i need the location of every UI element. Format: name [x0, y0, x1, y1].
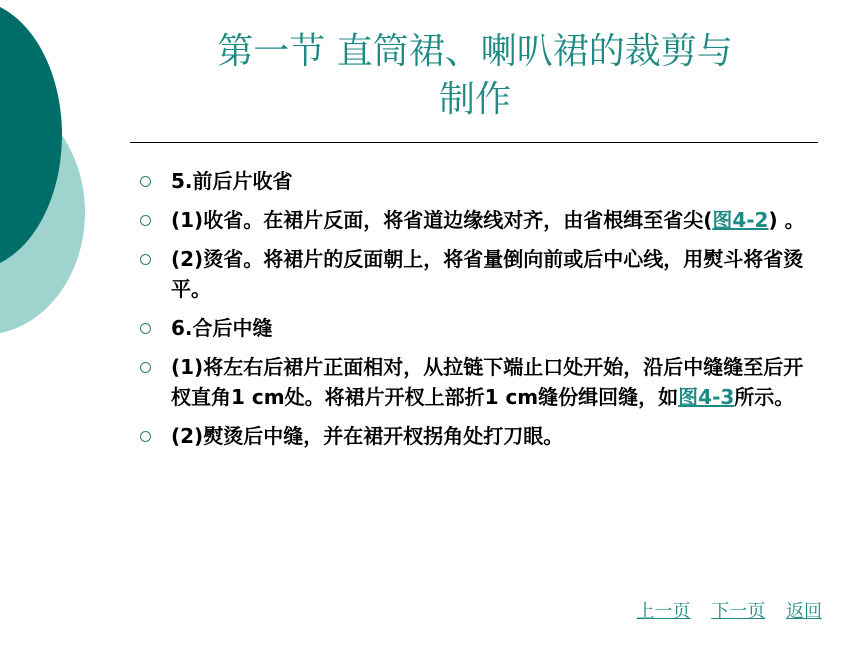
bullet-circle-icon — [140, 431, 151, 442]
figure-link-4-2[interactable]: 图4-2 — [712, 208, 769, 232]
bullet-text-after: ) 。 — [768, 208, 805, 232]
slide-navigation — [622, 597, 822, 623]
bullet-item — [140, 244, 820, 304]
bullet-item — [140, 313, 820, 343]
bullet-list — [140, 166, 820, 460]
bullet-circle-icon — [140, 323, 151, 334]
bullet-item — [140, 166, 820, 196]
bullet-text-after: 所示。 — [734, 385, 795, 409]
back-link[interactable]: 返回 — [786, 601, 822, 622]
bullet-circle-icon — [140, 254, 151, 265]
bullet-text: 6.合后中缝 — [171, 316, 273, 340]
prev-page-link[interactable]: 上一页 — [636, 601, 691, 622]
bullet-item — [140, 421, 820, 451]
bullet-circle-icon — [140, 362, 151, 373]
bullet-text: (2)熨烫后中缝，并在裙开杈拐角处打刀眼。 — [171, 424, 564, 448]
title-divider — [130, 142, 818, 143]
slide-title-line1: 第一节 直筒裙、喇叭裙的裁剪与 — [217, 31, 733, 72]
bullet-item — [140, 205, 820, 235]
bullet-text: (2)烫省。将裙片的反面朝上，将省量倒向前或后中心线，用熨斗将省烫平。 — [171, 247, 804, 301]
figure-link-4-3[interactable]: 图4-3 — [678, 385, 735, 409]
bullet-text: 5.前后片收省 — [171, 169, 293, 193]
bullet-item — [140, 352, 820, 412]
bullet-circle-icon — [140, 176, 151, 187]
slide-title-line2: 制作 — [438, 79, 511, 120]
next-page-link[interactable]: 下一页 — [711, 601, 766, 622]
bullet-text: (1)收省。在裙片反面，将省道边缘线对齐，由省根缉至省尖( — [171, 208, 713, 232]
bullet-text: (1)将左右后裙片正面相对，从拉链下端止口处开始，沿后中缝缝至后开杈直角1 cm处。将裙片开杈上部折1 cm缝份缉回缝，如 — [171, 355, 804, 409]
slide-title — [130, 28, 820, 124]
bullet-circle-icon — [140, 215, 151, 226]
